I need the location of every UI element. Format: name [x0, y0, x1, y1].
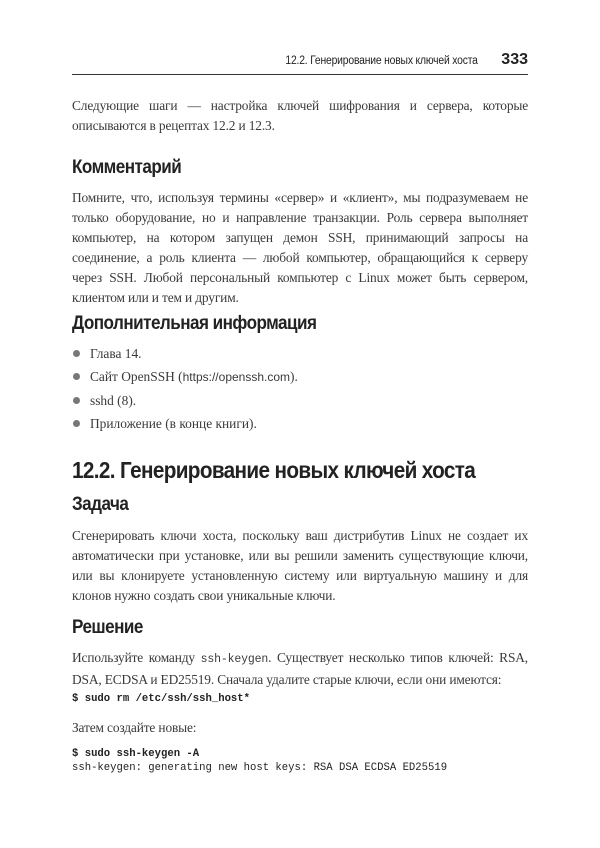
list-item-text: ). [290, 369, 298, 384]
list-item-text: Сайт OpenSSH ( [90, 369, 183, 384]
more-info-heading-block [72, 313, 528, 335]
comment-heading-block [72, 157, 528, 179]
solution-paragraph-block [72, 648, 528, 690]
code-block-1 [72, 692, 528, 706]
list-item [72, 342, 528, 365]
more-info-list-block [72, 342, 528, 435]
openssh-link[interactable]: https://openssh.com [182, 370, 291, 384]
code-command: $ sudo ssh-keygen -A [72, 748, 200, 760]
code-line [72, 747, 528, 761]
running-header [72, 52, 528, 75]
list-item-text: sshd (8). [90, 393, 137, 408]
bullet-icon [73, 397, 80, 404]
intro-paragraph: Следующие шаги — настройка ключей шифрования и сервера, которые описываются в рецептах 12.2 и 12.3. [72, 98, 528, 133]
task-paragraph: Сгенерировать ключи хоста, поскольку ваш дистрибутив Linux не создает их автоматически при установке, или вы решили заменить существующие ключи, или вы клонируете установленную систему или виртуальную машину и для клонов нужно создать свои уникальные ключи. [72, 528, 528, 603]
running-header-title: 12.2. Генерирование новых ключей хоста [285, 55, 478, 67]
bullet-icon [73, 350, 80, 357]
list-item [72, 412, 528, 435]
comment-paragraph-block [72, 188, 528, 308]
code-line [72, 692, 528, 706]
section-heading: 12.2. Генерирование новых ключей хоста [72, 457, 476, 483]
code-command: $ sudo rm /etc/ssh/ssh_host* [72, 693, 251, 705]
list-item-text: Глава 14. [90, 346, 142, 361]
list-item [72, 389, 528, 412]
bullet-icon [73, 420, 80, 427]
bullet-icon [73, 373, 80, 380]
more-info-list [72, 342, 528, 435]
inline-command: ssh-keygen [200, 653, 269, 666]
list-item-text: Приложение (в конце книги). [90, 416, 257, 431]
solution-text-after: . Существует несколько типов ключей: RSA, DSA, ECDSA и ED25519. Сначала удалите старые ключи, если они имеются: [72, 650, 528, 687]
more-info-heading: Дополнительная информация [72, 313, 317, 334]
task-heading: Задача [72, 494, 129, 515]
solution-heading: Решение [72, 617, 143, 638]
code-block-2 [72, 747, 528, 775]
solution-text-before: Используйте команду [72, 650, 201, 665]
section-heading-block [72, 457, 528, 484]
intro-paragraph-block [72, 96, 528, 136]
comment-heading: Комментарий [72, 157, 182, 178]
code-output-line: ssh-keygen: generating new host keys: RSA DSA ECDSA ED25519 [72, 762, 448, 774]
page-number: 333 [501, 51, 528, 68]
then-paragraph-block [72, 718, 528, 738]
solution-heading-block [72, 617, 528, 639]
then-paragraph: Затем создайте новые: [72, 720, 197, 735]
solution-paragraph [72, 648, 528, 690]
task-paragraph-block [72, 526, 528, 606]
list-item [72, 365, 528, 389]
task-heading-block [72, 494, 528, 516]
comment-paragraph: Помните, что, используя термины «сервер» и «клиент», мы подразумеваем не только оборудование, но и направление транзакции. Роль сервера выполняет компьютер, на котором запущен демон SSH, принимающий запросы на соединение, а роль клиента — любой компьютер, обращающийся к серверу через SSH. Любой персональный компьютер с Linux может быть сервером, клиентом или и тем и другим. [72, 190, 528, 305]
